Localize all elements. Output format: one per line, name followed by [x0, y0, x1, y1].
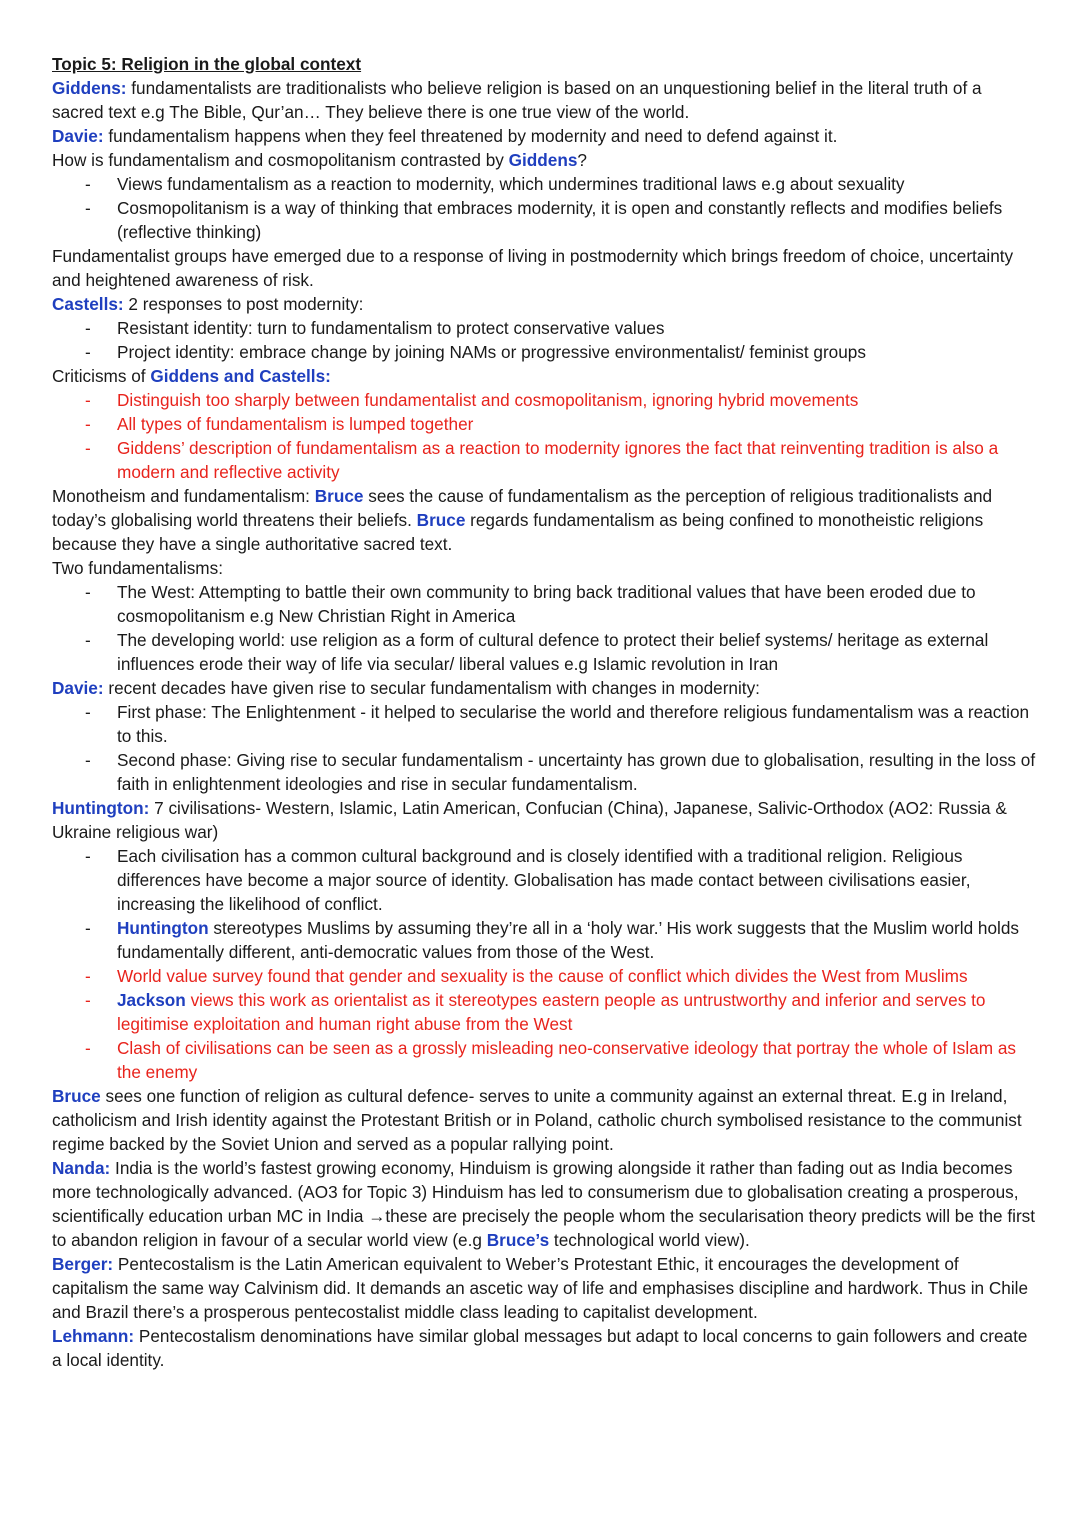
notes-page [52, 52, 1037, 1372]
giddens-contrast-question [52, 148, 1037, 172]
theorist-name: Giddens: [52, 78, 127, 98]
paragraph-text: recent decades have given rise to secular fundamentalism with changes in modernity: [103, 678, 760, 698]
paragraph-text: technological world view). [549, 1230, 750, 1250]
castells-list [52, 316, 1037, 364]
list-item: - Resistant identity: turn to fundamentalism to protect conservative values [52, 316, 1037, 340]
giddens-contrast-list [52, 172, 1037, 244]
list-item: - Project identity: embrace change by joining NAMs or progressive environmentalist/ feminist groups [52, 340, 1037, 364]
list-item [52, 916, 1037, 964]
giddens-definition [52, 76, 1037, 124]
paragraph-text: India is the world’s fastest growing economy, Hinduism is growing alongside it rather than fading out as India becomes more technologically advanced. (AO3 for Topic 3) Hinduism has led to consumerism due to globalisation creating a prosperous, scientifically education urban MC in India →these are precisely the people whom the secularisation theory predicts will be the first to abandon religion in favour of a secular world view (e.g [52, 1158, 1036, 1250]
paragraph-text: fundamentalism happens when they feel threatened by modernity and need to defend against it. [103, 126, 838, 146]
paragraph-text: 7 civilisations- Western, Islamic, Latin American, Confucian (China), Japanese, Salivic-Orthodox (AO2: Russia & Ukraine religious war) [52, 798, 1007, 842]
list-item: - First phase: The Enlightenment - it helped to secularise the world and therefore religious fundamentalism was a reaction to this. [52, 700, 1037, 748]
theorist-name: Davie: [52, 678, 104, 698]
theorist-name: Berger: [52, 1254, 114, 1274]
list-item: - Clash of civilisations can be seen as a grossly misleading neo-conservative ideology that portray the whole of Islam as the enemy [52, 1036, 1037, 1084]
two-fundamentalisms-list [52, 580, 1037, 676]
paragraph-text: 2 responses to post modernity: [123, 294, 364, 314]
paragraph-text: Pentecostalism denominations have similar global messages but adapt to local concerns to gain followers and create a local identity. [52, 1326, 1028, 1370]
paragraph-text: ? [577, 150, 587, 170]
theorist-name: Giddens [508, 150, 578, 170]
paragraph-text: How is fundamentalism and cosmopolitanism contrasted by [52, 150, 509, 170]
theorist-name: Castells: [52, 294, 124, 314]
nanda-paragraph [52, 1156, 1037, 1252]
list-item: - All types of fundamentalism is lumped together [52, 412, 1037, 436]
theorist-name: Davie: [52, 126, 104, 146]
paragraph-text: sees one function of religion as cultural defence- serves to unite a community against an external threat. E.g in Ireland, catholicism and Irish identity against the Protestant British or in Poland, catholic church symbolised resistance to the communist regime backed by the Soviet Union and served as a popular rallying point. [52, 1086, 1022, 1154]
postmodernity-paragraph: Fundamentalist groups have emerged due to a response of living in postmodernity which brings freedom of choice, uncertainty and heightened awareness of risk. [52, 246, 1014, 290]
davie-phases-list [52, 700, 1037, 796]
lehmann-paragraph [52, 1324, 1037, 1372]
two-fundamentalisms-heading: Two fundamentalisms: [52, 558, 223, 578]
theorist-name: Bruce [314, 486, 364, 506]
theorist-name: Nanda: [52, 1158, 111, 1178]
criticisms-heading [52, 364, 1037, 388]
theorist-name: Bruce [52, 1086, 101, 1106]
davie-secular-paragraph [52, 676, 1037, 700]
paragraph-text: Monotheism and fundamentalism: [52, 486, 315, 506]
paragraph-text: views this work as orientalist as it stereotypes eastern people as untrustworthy and inferior and serves to legitimise exploitation and human right abuse from the West [117, 990, 986, 1034]
berger-paragraph [52, 1252, 1037, 1324]
list-item: - Each civilisation has a common cultural background and is closely identified with a traditional religion. Religious differences have become a major source of identity. Globalisation has made contact between civilisations easier, increasing the likelihood of conflict. [52, 844, 1037, 916]
list-item: - Distinguish too sharply between fundamentalist and cosmopolitanism, ignoring hybrid movements [52, 388, 1037, 412]
paragraph-text: Criticisms of [52, 366, 151, 386]
theorist-name: Lehmann: [52, 1326, 135, 1346]
theorist-name: Huntington [117, 918, 209, 938]
huntington-paragraph [52, 796, 1037, 844]
paragraph-text: stereotypes Muslims by assuming they’re all in a ‘holy war.’ His work suggests that the Muslim world holds fundamentally different, anti-democratic values from those of the West. [117, 918, 1019, 962]
list-item: - The West: Attempting to battle their own community to bring back traditional values that have been eroded due to cosmopolitanism e.g New Christian Right in America [52, 580, 1037, 628]
list-item: - Second phase: Giving rise to secular fundamentalism - uncertainty has grown due to globalisation, resulting in the loss of faith in enlightenment ideologies and rise in secular fundamentalism. [52, 748, 1037, 796]
list-item: - World value survey found that gender and sexuality is the cause of conflict which divides the West from Muslims [52, 964, 1037, 988]
page-title: Topic 5: Religion in the global context [52, 54, 362, 74]
paragraph-text: Pentecostalism is the Latin American equivalent to Weber’s Protestant Ethic, it encourages the development of capitalism the same way Calvinism did. It demands an ascetic way of life and emphasises discipline and hardwork. Thus in Chile and Brazil there’s a prosperous pentecostalist middle class leading to capitalist development. [52, 1254, 1029, 1322]
monotheism-paragraph [52, 484, 1037, 556]
theorist-name: Huntington: [52, 798, 150, 818]
theorist-name: Jackson [117, 990, 186, 1010]
list-item: - The developing world: use religion as a form of cultural defence to protect their belief systems/ heritage as external influences erode their way of life via secular/ liberal values e.g Islamic revolution in Iran [52, 628, 1037, 676]
theorist-name: Bruce [416, 510, 466, 530]
list-item: - Cosmopolitanism is a way of thinking that embraces modernity, it is open and constantly reflects and modifies beliefs (reflective thinking) [52, 196, 1037, 244]
castells-paragraph [52, 292, 1037, 316]
davie-definition [52, 124, 1037, 148]
list-item: - Giddens’ description of fundamentalism as a reaction to modernity ignores the fact that reinventing tradition is also a modern and reflective activity [52, 436, 1037, 484]
theorist-name: Bruce’s [486, 1230, 550, 1250]
huntington-list [52, 844, 1037, 1084]
theorist-name: Giddens and Castells: [150, 366, 331, 386]
criticisms-list [52, 388, 1037, 484]
paragraph-text: sees the cause of fundamentalism as the perception of religious traditionalists and today’s globalising world threatens their beliefs. [52, 486, 993, 530]
list-item: - Views fundamentalism as a reaction to modernity, which undermines traditional laws e.g about sexuality [52, 172, 1037, 196]
bruce-cultural-defence-paragraph [52, 1084, 1037, 1156]
paragraph-text: regards fundamentalism as being confined to monotheistic religions because they have a single authoritative sacred text. [52, 510, 984, 554]
list-item [52, 988, 1037, 1036]
paragraph-text: fundamentalists are traditionalists who believe religion is based on an unquestioning belief in the literal truth of a sacred text e.g The Bible, Qur’an… They believe there is one true view of the world. [52, 78, 982, 122]
